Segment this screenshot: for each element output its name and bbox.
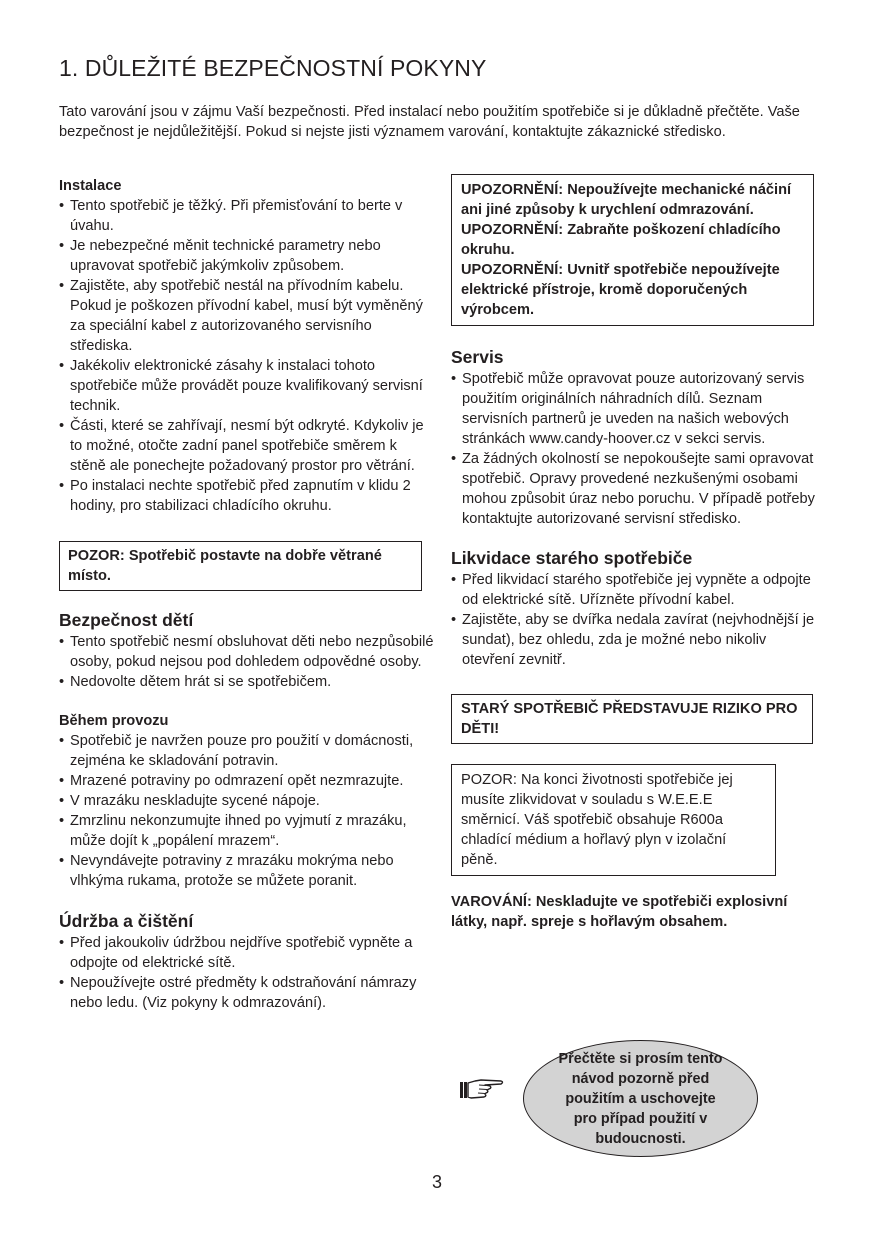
list-item: • Spotřebič je navržen pouze pro použití v domácnosti, zejména ke skladování potravin. — [59, 731, 434, 771]
warning-text: Uvnitř spotřebiče nepoužívejte elektrické přístroje, kromě doporučených výrobcem. — [461, 262, 780, 318]
list-item: • Tento spotřebič je těžký. Při přemisťování to berte v úvahu. — [59, 196, 434, 236]
service-list — [451, 369, 823, 529]
operation-heading: Během provozu — [59, 713, 169, 729]
warning-text: Nepoužívejte mechanické náčiní ani jiné způsoby k urychlení odmrazování. — [461, 182, 792, 218]
operation-list — [59, 731, 434, 891]
warning-label: UPOZORNĚNÍ: — [461, 262, 564, 278]
warning-item — [461, 220, 804, 260]
list-item: • Po instalaci nechte spotřebič před zapnutím v klidu 2 hodiny, pro stabilizaci chladícího okruhu. — [59, 476, 434, 516]
list-item: • Spotřebič může opravovat pouze autorizovaný servis použitím originálních náhradních dílů. Seznam servisních partnerů je uveden na našich webových stránkách www.candy-hoover.cz v sekci servis. — [451, 369, 823, 449]
warning-item — [461, 180, 804, 220]
list-item: • Zmrzlinu nekonzumujte ihned po vyjmutí z mrazáku, může dojít k „popálení mrazem“. — [59, 811, 434, 851]
list-item: • Nedovolte dětem hrát si se spotřebičem. — [59, 672, 434, 692]
list-item: • Před likvidací starého spotřebiče jej vypněte a odpojte od elektrické sítě. Uřízněte přívodní kabel. — [451, 570, 823, 610]
list-item: • Je nebezpečné měnit technické parametry nebo upravovat spotřebič jakýmkoliv způsobem. — [59, 236, 434, 276]
warning-text: Zabraňte poškození chladícího okruhu. — [461, 222, 781, 258]
list-item: • Nevyndávejte potraviny z mrazáku mokrýma nebo vlhkýma rukama, protože se můžete poranit. — [59, 851, 434, 891]
risk-box: STARÝ SPOTŘEBIČ PŘEDSTAVUJE RIZIKO PRO DĚTI! — [451, 694, 813, 744]
right-column — [451, 174, 823, 932]
pointing-hand-icon — [459, 1077, 507, 1103]
list-item: • Zajistěte, aby spotřebič nestál na přívodním kabelu. Pokud je poškozen přívodní kabel, musí být vyměněný za speciální kabel z autorizovaného servisního střediska. — [59, 276, 434, 356]
left-column — [59, 176, 434, 1013]
service-heading: Servis — [451, 347, 504, 367]
disposal-list — [451, 570, 823, 670]
read-instructions-note — [523, 1040, 758, 1157]
list-item: • Mrazené potraviny po odmrazení opět nezmrazujte. — [59, 771, 434, 791]
explosive-text: Neskladujte ve spotřebiči explosivní látky, např. spreje s hořlavým obsahem. — [451, 894, 788, 930]
page-title: 1. DŮLEŽITÉ BEZPEČNOSTNÍ POKYNY — [59, 55, 487, 81]
list-item: • Tento spotřebič nesmí obsluhovat děti nebo nezpůsobilé osoby, pokud nejsou pod dohledem odpovědné osoby. — [59, 632, 434, 672]
list-item: • Zajistěte, aby se dvířka nedala zavírat (nejvhodnější je sundat), bez ohledu, zda je možné nebo nikoliv otevření zevnitř. — [451, 610, 823, 670]
warning-label: UPOZORNĚNÍ: — [461, 182, 564, 198]
explosive-warning — [451, 892, 791, 932]
page-number: 3 — [431, 1172, 442, 1192]
list-item: • Části, které se zahřívají, nesmí být odkryté. Kdykoliv je to možné, otočte zadní panel spotřebiče směrem k stěně ale ponechejte požadovaný prostor pro větrání. — [59, 416, 434, 476]
warning-label: UPOZORNĚNÍ: — [461, 222, 564, 238]
installation-heading: Instalace — [59, 178, 122, 194]
list-item: • Za žádných okolností se nepokoušejte sami opravovat spotřebič. Opravy provedené nezkušenými osobami mohou způsobit úraz nebo poruchu. V případě potřeby kontaktujte autorizované servisní středisko. — [451, 449, 823, 529]
list-item: • Jakékoliv elektronické zásahy k instalaci tohoto spotřebiče může provádět pouze kvalifikovaný servisní technik. — [59, 356, 434, 416]
warning-item — [461, 260, 804, 320]
list-item: • Před jakoukoliv údržbou nejdříve spotřebič vypněte a odpojte od elektrické sítě. — [59, 933, 434, 973]
installation-list — [59, 196, 434, 516]
read-note-text: Přečtěte si prosím tento návod pozorně před použitím a uschovejte pro případ použití v budoucnosti. — [558, 1050, 723, 1147]
explosive-label: VAROVÁNÍ: — [451, 894, 532, 910]
pozor-text: Spotřebič postavte na dobře větrané místo. — [68, 548, 382, 584]
disposal-heading: Likvidace starého spotřebiče — [451, 548, 693, 568]
list-item: • V mrazáku neskladujte sycené nápoje. — [59, 791, 434, 811]
warning-box — [451, 174, 814, 326]
weee-box: POZOR: Na konci životnosti spotřebiče jej musíte zlikvidovat v souladu s W.E.E.E směrnicí. Váš spotřebič obsahuje R600a chladící médium a hořlavý plyn v izolační pěně. — [451, 764, 776, 876]
pozor-box — [59, 541, 422, 591]
maintenance-list — [59, 933, 434, 1013]
children-list — [59, 632, 434, 692]
pozor-label: POZOR: — [68, 548, 125, 564]
list-item: • Nepoužívejte ostré předměty k odstraňování námrazy nebo ledu. (Viz pokyny k odmrazování). — [59, 973, 434, 1013]
intro-text: Tato varování jsou v zájmu Vaší bezpečnosti. Před instalací nebo použitím spotřebiče si je důkladně přečtěte. Vaše bezpečnost je nejdůležitější. Pokud si nejste jisti významem varování, kontaktujte zákaznické středisko. — [59, 104, 800, 140]
children-heading: Bezpečnost dětí — [59, 610, 194, 630]
maintenance-heading: Údržba a čištění — [59, 911, 194, 931]
